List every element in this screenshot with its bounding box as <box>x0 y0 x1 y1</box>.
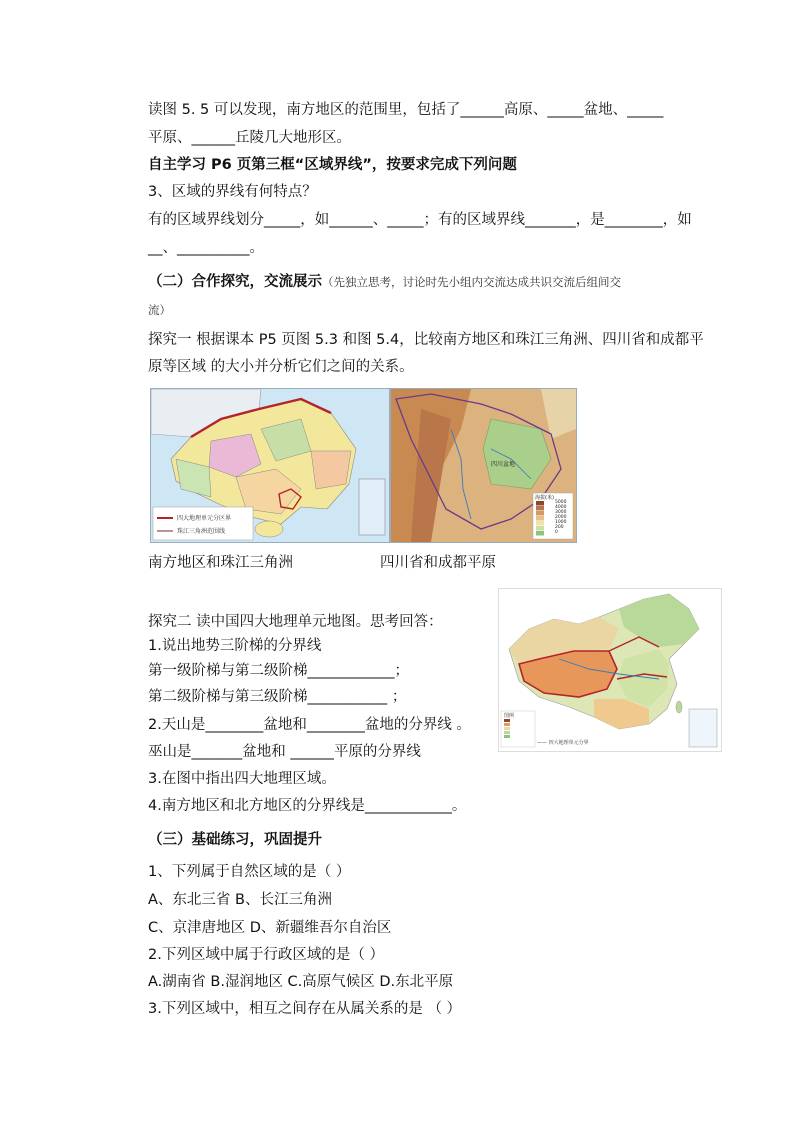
map-caption-sichuan: 四川省和成都平原 <box>380 555 496 571</box>
explore-two-q2-wushan: 巫山是_______盆地和 ______平原的分界线 <box>148 744 421 760</box>
elevation-legend-values <box>555 500 566 535</box>
explore-two-q1-step2: 第二级阶梯与第三级阶梯___________ ； <box>148 689 407 705</box>
explore-two-q2-tianshan: 2.天山是________盆地和________盆地的分界线 。 <box>148 717 471 733</box>
china-regions-map-graphic <box>499 589 721 751</box>
china-map-legend-title: 图例 <box>504 713 515 719</box>
fill-in-line-boundary-cont: __、__________。 <box>148 240 264 256</box>
explore-two-q1: 1.说出地势三阶梯的分界线 <box>148 638 322 654</box>
practice-q2-options: A.湖南省 B.湿润地区 C.高原气候区 D.东北平原 <box>148 974 454 990</box>
practice-q1-options-cd: C、京津唐地区 D、新疆维吾尔自治区 <box>148 920 392 936</box>
fill-in-line-boundary: 有的区域界线划分_____，如______、_____；有的区域界线_______，是________，如 <box>148 212 692 228</box>
section-heading-cooperative-note: （先独立思考，讨论时先小组内交流达成共识交流后组间交 <box>322 275 621 289</box>
section-heading-cooperative <box>148 272 621 292</box>
map-caption-south: 南方地区和珠江三角洲 <box>148 555 293 571</box>
explore-two-q3: 3.在图中指出四大地理区域。 <box>148 771 336 787</box>
elevation-value: 200 <box>555 525 564 530</box>
practice-q1: 1、下列属于自然区域的是（ ） <box>148 864 351 880</box>
sichuan-map-graphic <box>391 389 576 542</box>
sichuan-map <box>390 388 577 543</box>
fill-in-line-1: 读图 5. 5 可以发现，南方地区的范围里，包括了______高原、_____盆地、_____ <box>148 102 664 118</box>
practice-q2: 2.下列区域中属于行政区域的是（ ） <box>148 947 384 963</box>
explore-two-q4: 4.南方地区和北方地区的分界线是____________。 <box>148 798 467 814</box>
explore-two-q1-step1: 第一级阶梯与第二级阶梯____________； <box>148 663 409 679</box>
elevation-value: 5000 <box>555 500 567 505</box>
south-region-map <box>150 388 390 543</box>
section-heading-self-study: 自主学习 P6 页第三框“区域界线”，按要求完成下列问题 <box>148 157 517 173</box>
elevation-value: 1000 <box>555 520 567 525</box>
section-heading-cooperative-note-cont: 流） <box>148 303 171 317</box>
explore-two-heading: 探究二 读中国四大地理单元地图。思考回答： <box>148 614 443 630</box>
section-heading-cooperative-title: （二）合作探究，交流展示 <box>148 274 322 290</box>
china-regions-map <box>498 588 722 752</box>
south-map-legend-1: 四大地理单元分区界 <box>177 515 232 522</box>
elevation-legend-title: 海拔(米) <box>535 495 554 501</box>
south-map-legend-2: 珠江三角洲范围线 <box>177 528 226 535</box>
question-3: 3、区域的界线有何特点？ <box>148 184 317 200</box>
elevation-value: 2000 <box>555 515 567 520</box>
china-map-legend-line: —— 四大地理单元分界 <box>537 740 589 746</box>
explore-one-line-2: 原等区域 的大小并分析它们之间的关系。 <box>148 359 414 375</box>
elevation-value: 3000 <box>555 510 567 515</box>
elevation-value: 0 <box>555 530 558 535</box>
section-heading-practice: （三）基础练习，巩固提升 <box>148 832 322 848</box>
practice-q3: 3.下列区域中，相互之间存在从属关系的是 （ ） <box>148 1001 462 1017</box>
explore-one-line-1: 探究一 根据课本 P5 页图 5.3 和图 5.4，比较南方地区和珠江三角洲、四川省和成都平 <box>148 332 704 348</box>
sichuan-basin-label: 四川盆地 <box>491 461 516 468</box>
elevation-value: 4000 <box>555 505 567 510</box>
fill-in-line-2: 平原、______丘陵几大地形区。 <box>148 130 351 146</box>
practice-q1-options-ab: A、东北三省 B、长江三角洲 <box>148 892 332 908</box>
